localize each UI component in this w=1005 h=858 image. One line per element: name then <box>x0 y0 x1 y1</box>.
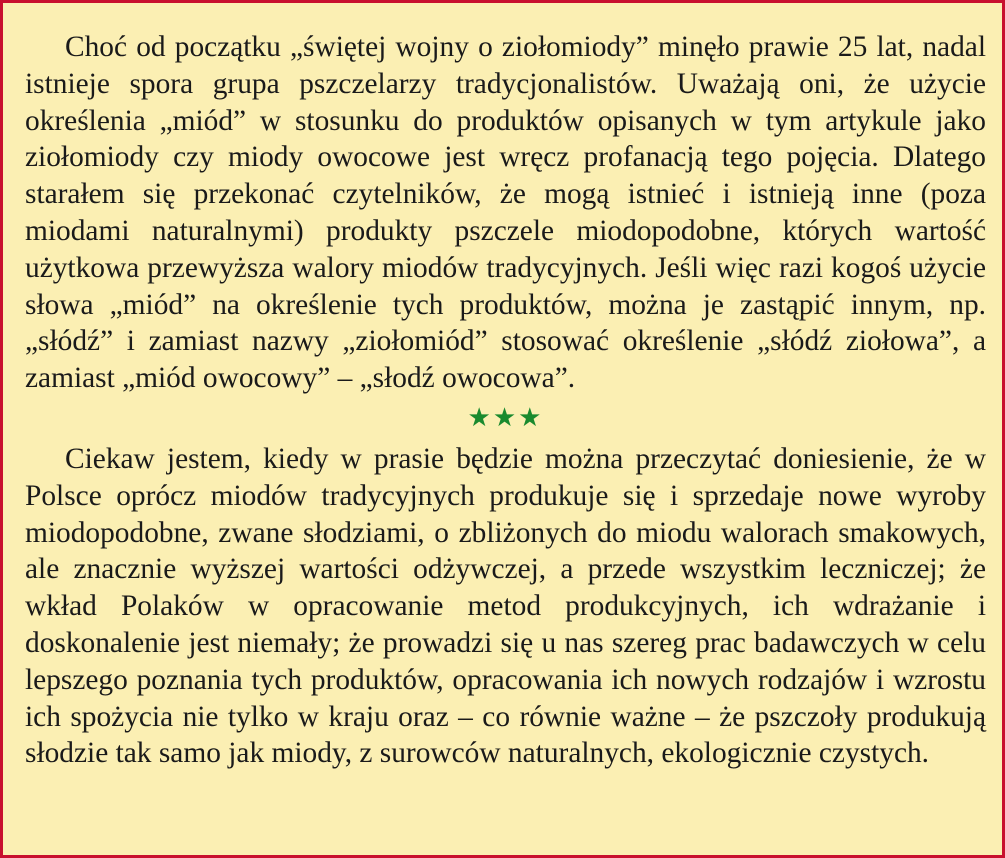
paragraph-1: Choć od początku „świętej wojny o ziołomiody” minęło prawie 25 lat, nadal istnieje spora grupa pszczelarzy tradycjonalistów. Uważają oni, że użycie określenia „miód” w stosunku do produktów opisanych w tym artykule jako ziołomiody czy miody owocowe jest wręcz profanacją tego pojęcia. Dlatego starałem się przekonać czytelników, że mogą istnieć i istnieją inne (poza miodami naturalnymi) produkty pszczele miodopodobne, których wartość użytkowa przewyższa walory miodów tradycyjnych. Jeśli więc razi kogoś użycie słowa „miód” na określenie tych produktów, można je zastąpić innym, np. „słódź” i zamiast nazwy „ziołomiód” stosować określenie „słódź ziołowa”, a zamiast „miód owocowy” – „słodź owocowa”. <box>25 31 986 395</box>
paragraph-2: Ciekaw jestem, kiedy w prasie będzie można przeczytać doniesienie, że w Polsce oprócz miodów tradycyjnych produkuje się i sprzedaje nowe wyroby miodopodobne, zwane słodziami, o zbliżonych do miodu walorach smakowych, ale znacznie wyższej wartości odżywczej, a przede wszystkim leczniczej; że wkład Polaków w opracowanie metod produkcyjnych, ich wdrażanie i doskonalenie jest niemały; że prowadzi się u nas szereg prac badawczych w celu lepszego poznania tych produktów, opracowania ich nowych rodzajów i wzrostu ich spożycia nie tylko w kraju oraz – co równie ważne – że pszczoły produkują słodzie tak samo jak miody, z surowców naturalnych, ekologicznie czystych. <box>25 442 986 770</box>
section-separator-stars: ★★★ <box>467 402 544 433</box>
